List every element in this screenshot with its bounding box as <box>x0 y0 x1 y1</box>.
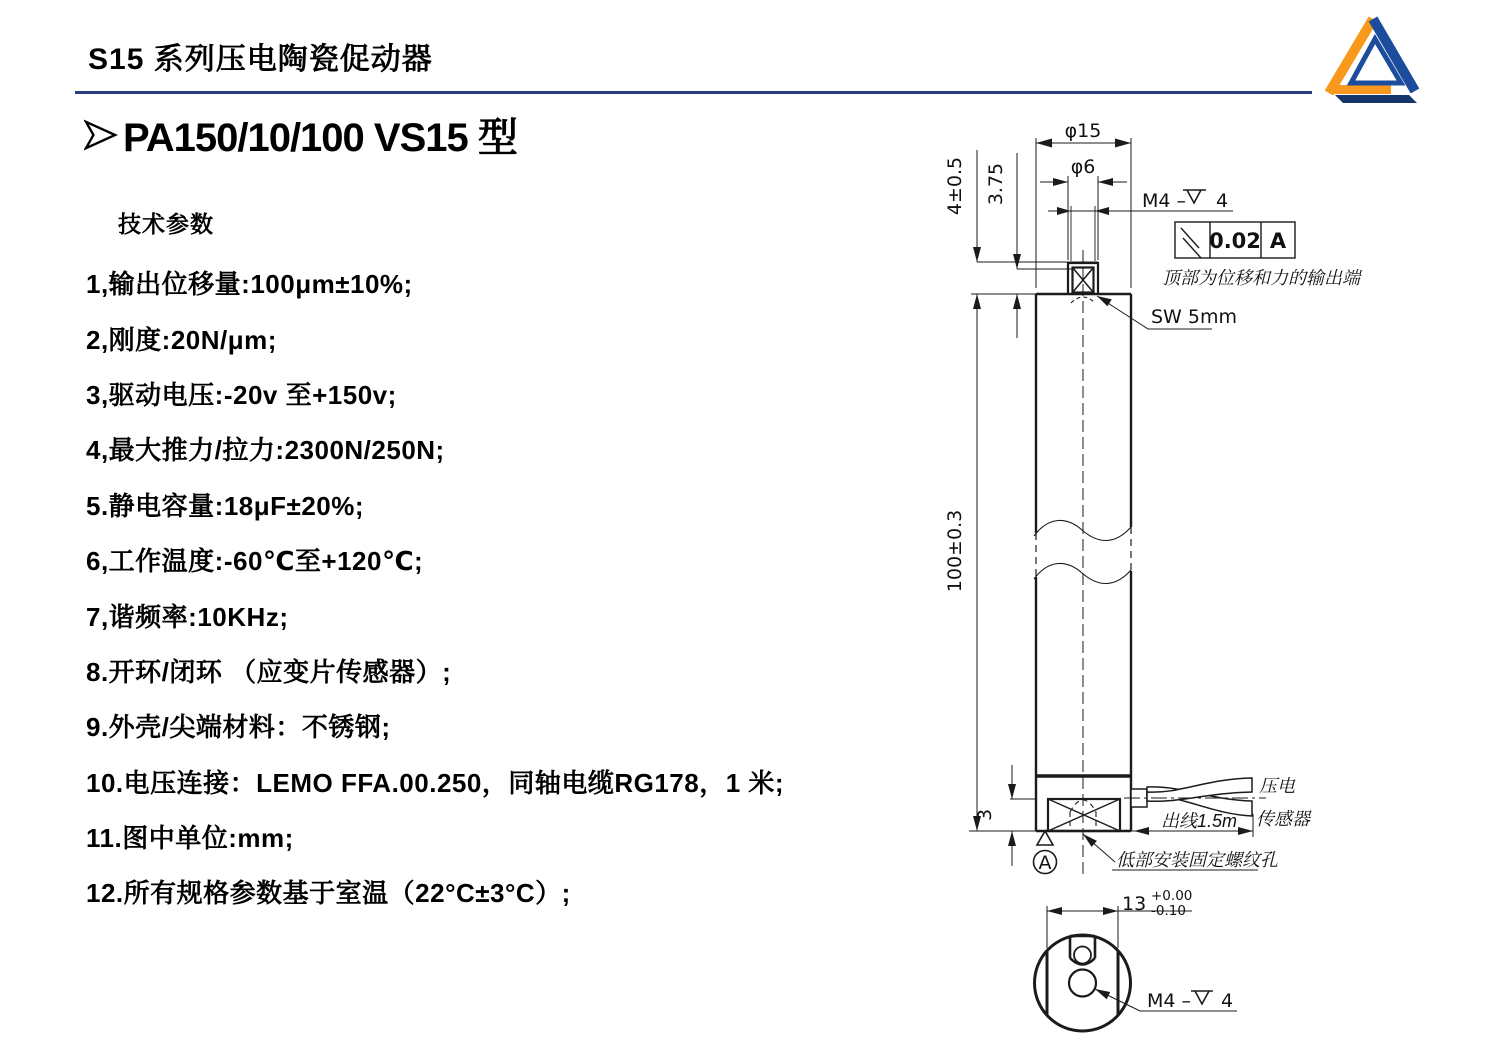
spec-item: 12.所有规格参数基于室温（22°C±3°C）; <box>86 878 571 909</box>
dim-base-height: 3 <box>974 808 996 822</box>
datum-triangle <box>1037 831 1053 845</box>
wrench-size-label: SW 5mm <box>1151 306 1237 328</box>
thread-depth-bottom: 4 <box>1221 990 1234 1012</box>
datum-label: A <box>1038 852 1052 874</box>
spec-item: 8.开环/闭环 （应变片传感器）; <box>86 656 452 687</box>
model-heading-text: PA150/10/100 VS15 型 <box>123 116 517 160</box>
top-output-note: 顶部为位移和力的输出端 <box>1162 268 1360 288</box>
spec-item: 3,驱动电压:-20v 至+150v; <box>86 379 397 410</box>
tolerance-datum-ref: A <box>1269 229 1287 253</box>
spec-item: 1,输出位移量:100μm±10%; <box>86 269 413 300</box>
thread-callout-top: M4 – <box>1142 190 1187 212</box>
tolerance-value: 0.02 <box>1209 229 1261 253</box>
spec-item: 4,最大推力/拉力:2300N/250N; <box>86 435 445 466</box>
bottom-mount-note: 低部安装固定螺纹孔 <box>1116 850 1278 870</box>
dim-stud-height: 4±0.5 <box>944 156 966 216</box>
thread-callout-bottom: M4 – <box>1147 990 1192 1012</box>
dim-flats-tol-minus: -0.10 <box>1151 903 1186 919</box>
spec-item: 11.图中单位:mm; <box>86 823 294 854</box>
actuator-side-view <box>971 250 1266 875</box>
spec-item: 5.静电容量:18μF±20%; <box>86 490 365 521</box>
spec-item: 9.外壳/尖端材料：不锈钢; <box>86 712 391 743</box>
specs-heading: 技术参数 <box>118 211 214 237</box>
spec-item: 10.电压连接：LEMO FFA.00.250，同轴电缆RG178，1 米; <box>86 767 785 798</box>
spec-item: 2,刚度:20N/μm; <box>86 324 277 355</box>
dim-body-length: 100±0.3 <box>944 509 966 593</box>
thread-depth-symbol-icon <box>1183 190 1206 203</box>
dim-flats: 13 <box>1122 893 1147 915</box>
thread-depth-top: 4 <box>1216 190 1229 212</box>
dim-dia6: φ6 <box>1070 156 1096 178</box>
thread-depth-symbol-icon <box>1191 991 1213 1004</box>
spec-item: 6,工作温度:-60℃至+120℃; <box>86 546 424 577</box>
dim-dia15: φ15 <box>1064 120 1102 142</box>
page-title: S15 系列压电陶瓷促动器 <box>88 43 433 76</box>
sensor-label-line1: 压电 <box>1259 776 1295 796</box>
dim-flats-tol-plus: +0.00 <box>1151 888 1193 904</box>
sensor-label-line2: 传感器 <box>1256 809 1310 829</box>
spec-item: 7,谐频率:10KHz; <box>86 601 289 632</box>
cable-length-label: 出线1.5m <box>1161 811 1238 831</box>
dim-375: 3.75 <box>985 162 1007 206</box>
